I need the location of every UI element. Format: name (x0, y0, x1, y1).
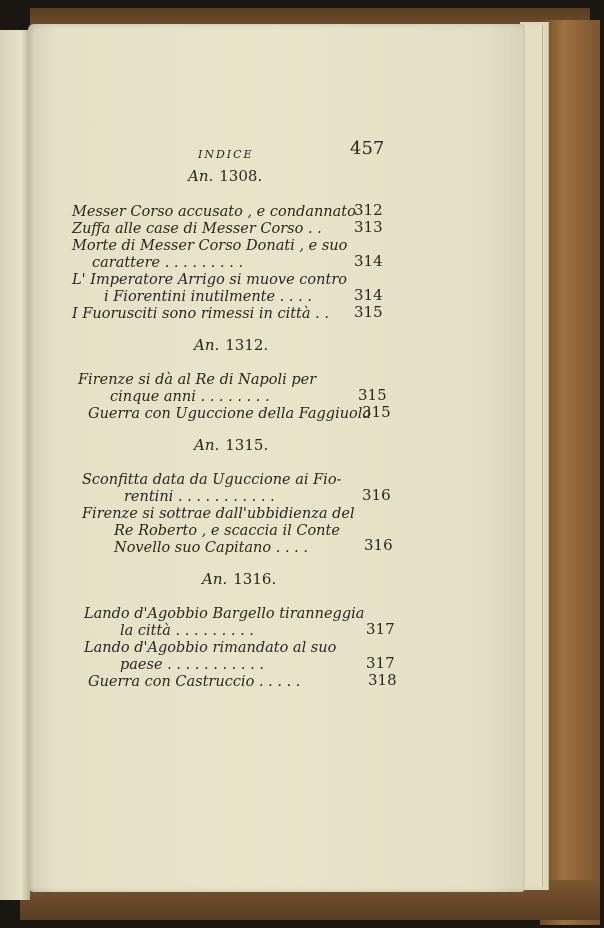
book-page (28, 24, 525, 892)
entry-page: 317 (366, 620, 395, 638)
section-heading-1312 (194, 336, 268, 354)
index-entry: Messer Corso accusato , e condannato (72, 204, 356, 220)
index-entry-continuation: Novello suo Capitano . . . . (114, 540, 308, 556)
section-label: An. (194, 336, 220, 354)
index-entry-continuation: i Fiorentini inutilmente . . . . (104, 289, 312, 305)
index-entry: I Fuorusciti sono rimessi in città . . (72, 306, 329, 322)
entry-page: 317 (366, 654, 395, 672)
section-year: 1312. (225, 336, 269, 354)
entry-page: 314 (354, 286, 383, 304)
index-entry-continuation: paese . . . . . . . . . . . (120, 657, 264, 673)
entry-page: 318 (368, 671, 397, 689)
entry-page: 316 (362, 486, 391, 504)
index-entry: Sconfitta data da Uguccione ai Fio- (82, 472, 342, 488)
section-year: 1316. (233, 570, 277, 588)
index-entry-continuation: carattere . . . . . . . . . (92, 255, 244, 271)
index-entry-continuation: cinque anni . . . . . . . . (110, 389, 270, 405)
entry-page: 316 (364, 536, 393, 554)
section-year: 1308. (219, 167, 263, 185)
section-label: An. (188, 167, 214, 185)
facing-page-edge (0, 30, 30, 900)
index-entry: L' Imperatore Arrigo si muove contro (72, 272, 347, 288)
section-heading-1315 (194, 436, 268, 454)
section-label: An. (194, 436, 220, 454)
index-entry: Firenze si dà al Re di Napoli per (78, 372, 317, 388)
index-entry: Lando d'Agobbio Bargello tiranneggia (84, 606, 365, 622)
book-cover-right (540, 20, 600, 925)
index-entry-continuation: rentini . . . . . . . . . . . (124, 489, 275, 505)
index-entry: Firenze si sottrae dall'ubbidienza del (82, 506, 355, 522)
entry-page: 315 (354, 303, 383, 321)
index-entry: Lando d'Agobbio rimandato al suo (84, 640, 337, 656)
index-entry-continuation: la città . . . . . . . . . (120, 623, 254, 639)
header-title: INDICE (198, 148, 254, 161)
index-entry-continuation: Re Roberto , e scaccia il Conte (114, 523, 340, 539)
section-year: 1315. (225, 436, 269, 454)
index-entry: Morte di Messer Corso Donati , e suo (72, 238, 348, 254)
index-entry: Zuffa alle case di Messer Corso . . (72, 221, 322, 237)
entry-page: 315 (358, 386, 387, 404)
entry-page: 315 (362, 403, 391, 421)
entry-page: 313 (354, 218, 383, 236)
entry-page: 312 (354, 201, 383, 219)
index-entry: Guerra con Castruccio . . . . . (88, 674, 301, 690)
entry-page: 314 (354, 252, 383, 270)
section-label: An. (202, 570, 228, 588)
index-entry: Guerra con Uguccione della Faggiuola (88, 406, 372, 422)
section-heading-1316 (202, 570, 276, 588)
running-header (28, 136, 525, 176)
page-number: 457 (350, 138, 385, 159)
section-heading-1308 (188, 167, 262, 185)
